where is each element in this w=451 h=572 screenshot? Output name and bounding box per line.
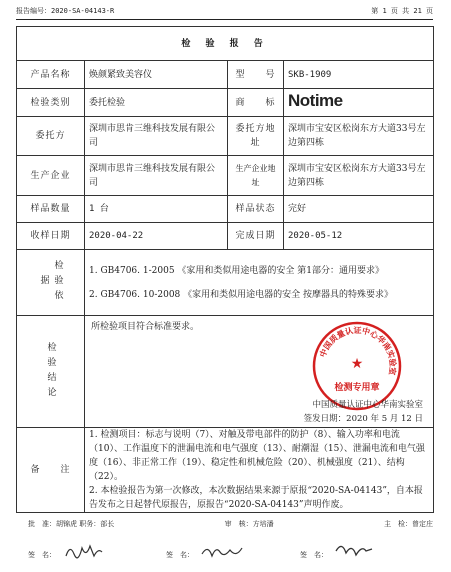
header-rule [16,19,433,20]
basis-label: 检验依据 [38,260,63,305]
review-label: 审 核： [224,520,253,528]
review-signature [200,540,244,562]
manufacturer-address-value: 深圳市宝安区松岗东方大道33号左边第四栋 [284,156,434,196]
stamp-ring-text: 中国质量认证中心华南实验室 [318,325,398,376]
remarks-label: 备 注 [17,428,85,513]
completed-date-value: 2020-05-12 [284,223,434,250]
review-name: 方培潘 [252,520,274,528]
stamp-star: ★ [350,356,364,372]
conclusion-text: 所检验项目符合标准要求。 [91,322,200,332]
stamp-center-text: 检测专用章 [334,383,380,393]
remarks-item-1: 1. 检测项目：标志与说明（7）、对触及带电部件的防护（8）、输入功率和电流（10）、工作温度下的泄漏电流和电气强度（13）、耐潮湿（15）、泄漏电流和电气强度（16）、非正常工作（19）、稳定性和机械危险（20）、机械强度（21）、结构（22）。 [89,430,425,482]
trademark-logo: Notime [288,91,343,110]
received-date-value: 2020-04-22 [85,223,228,250]
main-block [384,519,433,529]
manufacturer-label: 生产企业 [17,156,85,196]
page-info: 第 1 页 共 21 页 [371,7,433,15]
conclusion-label: 检验结论 [45,341,56,402]
model-label: 型 号 [228,61,284,89]
sign-label-review: 签 名： [166,551,194,559]
basis-item-1: 1. GB4706. 1-2005 《家用和类似用途电器的安全 第1部分：通用要求》 [89,265,384,276]
approve-signature [64,540,104,562]
sample-state-label: 样品状态 [228,196,284,223]
approve-name: 胡锦虎 [56,520,77,528]
received-date-label: 收样日期 [17,223,85,250]
approve-title: 职务：部长 [79,520,115,528]
client-address-label: 委托方地址 [228,117,284,156]
product-name-label: 产品名称 [17,61,85,89]
sign-label-approve: 签 名： [28,551,56,559]
review-block [225,519,274,529]
remarks-item-2: 2. 本检验报告为第一次修改，本次数据结果来源于原报“2020-SA-04143”，自本报告发布之日起替代原报告，原报告“2020-SA-04143”声明作废。 [89,486,423,510]
product-name-value: 焕颜紧致美容仪 [85,61,228,89]
manufacturer-address-label: 生产企业地址 [228,156,284,196]
approval-row [28,519,433,529]
report-number-label: 报告编号： [16,7,51,15]
inspection-type-label: 检验类别 [17,89,85,117]
client-label: 委托方 [17,117,85,156]
model-value: SKB-1909 [284,61,434,89]
sample-qty-label: 样品数量 [17,196,85,223]
approve-block [28,519,114,529]
report-title: 检 验 报 告 [17,27,434,61]
sample-state-value: 完好 [284,196,434,223]
completed-date-label: 完成日期 [228,223,284,250]
manufacturer-value: 深圳市思肯三维科技发展有限公司 [85,156,228,196]
conclusion-org: 中国质量认证中心华南实验室 [312,400,424,410]
report-number-value: 2020-SA-04143-R [51,7,115,15]
sign-label-main: 签 名： [300,551,328,559]
report-table [16,26,434,513]
main-label: 主 检： [383,520,412,528]
issue-date: 签发日期：2020 年 5 月 12 日 [303,414,424,424]
trademark-label: 商 标 [228,89,284,117]
main-signature [334,539,374,561]
approve-label: 批 准： [28,520,56,528]
sample-qty-value: 1 台 [85,196,228,223]
client-value: 深圳市思肯三维科技发展有限公司 [85,117,228,156]
basis-item-2: 2. GB4706. 10-2008 《家用和类似用途电器的安全 按摩器具的特殊要求》 [89,289,393,300]
main-name: 曾定庄 [411,520,433,528]
inspection-type-value: 委托检验 [85,89,228,117]
report-number [16,6,114,16]
client-address-value: 深圳市宝安区松岗东方大道33号左边第四栋 [284,117,434,156]
